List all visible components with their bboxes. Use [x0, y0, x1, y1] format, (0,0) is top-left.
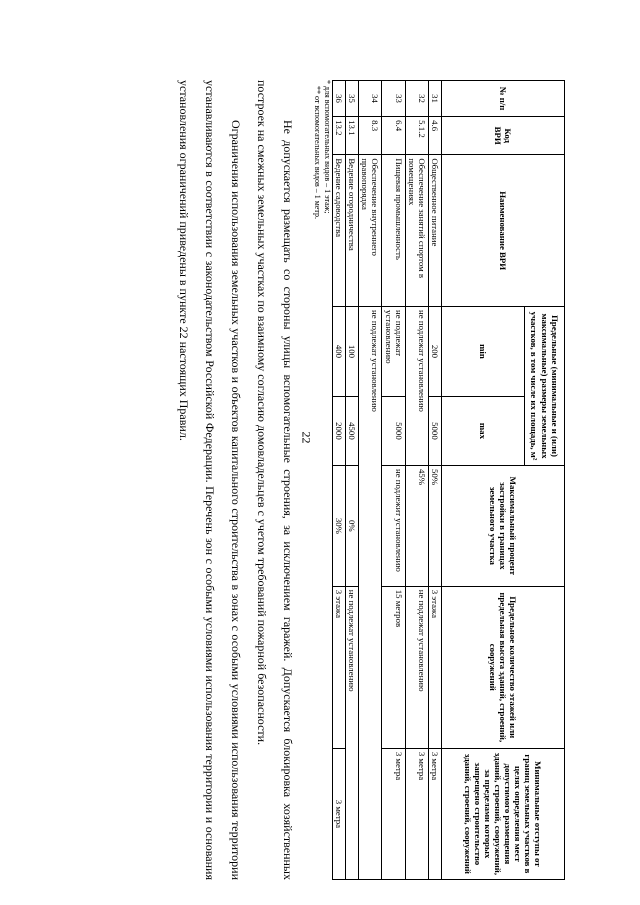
- rotated-page-content: [5, 80, 565, 880]
- cell-setback: 3 метра: [382, 748, 405, 879]
- footnote: ** от вспомогательных видов – 1 метр.: [313, 86, 323, 219]
- cell-min: 400: [333, 307, 346, 397]
- cell-name: Обеспечение внутреннего правопорядка: [359, 155, 382, 307]
- cell-num: 34: [359, 81, 382, 117]
- cell-floors: 15 метров: [382, 586, 405, 748]
- cell-name: Общественное питание: [428, 155, 441, 307]
- cell-code: 8.3: [359, 117, 382, 155]
- cell-num: 31: [428, 81, 441, 117]
- header-coverage: Максимальный процент застройки в границах земельного участка: [442, 466, 565, 587]
- header-area: Предельные (минимальные и (или) максимальные) размеры земельных участков, в том числе их площадь, м²: [525, 307, 565, 466]
- cell-num: 33: [382, 81, 405, 117]
- cell-num: 32: [405, 81, 428, 117]
- header-max: max: [442, 396, 525, 465]
- table-footnotes: [313, 80, 332, 219]
- cell-floors: 3 этажа: [333, 586, 346, 748]
- table-row: [346, 81, 359, 880]
- zoning-parameters-table: [332, 80, 565, 880]
- cell-coverage: 50%: [428, 466, 441, 587]
- cell-max: 5000: [428, 396, 441, 465]
- cell-name: Пищевая промышленность: [382, 155, 405, 307]
- header-floors: Предельное количество этажей или предельная высота зданий, строений, сооружений: [442, 586, 565, 748]
- table-row: [428, 81, 441, 880]
- cell-min: не подлежат установлению: [405, 307, 428, 466]
- cell-code: 4.6: [428, 117, 441, 155]
- header-setback: Минимальные отступы от границ земельных участков в целях определения мест допустимого размещения зданий, строений, сооружений, за пределами которых запрещено строительство зданий, строений, сооружений: [442, 748, 565, 879]
- cell-coverage: 30%: [333, 466, 346, 587]
- header-code: Код ВРИ: [442, 117, 565, 155]
- cell-num: 35: [346, 81, 359, 117]
- cell-floors: не подлежат установлению: [405, 586, 428, 748]
- cell-name: Ведение садоводства: [333, 155, 346, 307]
- cell-setback: 3 метра: [405, 748, 428, 879]
- cell-floors: 3 этажа: [428, 586, 441, 748]
- cell-coverage: 0%: [346, 466, 359, 587]
- cell-setback: 3 метра: [428, 748, 441, 879]
- cell-floors: не подлежат установлению: [346, 586, 359, 879]
- footnote: * для вспомогательных видов – 1 этаж;: [323, 80, 332, 214]
- paragraph-restrictions: Ограничения использования земельных участков и объектов капитального строительства в зонах с особыми условиями использования территории устанавливаются в соответствии с законодательством Российской Федерации. Перечень зон с особыми условиями использования территории и основания установления ограничений приведены в пункте 22 настоящих Правил.: [177, 80, 243, 880]
- page-number: 22: [299, 431, 314, 444]
- cell-name: Обеспечение занятий спортом в помещениях: [405, 155, 428, 307]
- cell-coverage: не подлежит установлению: [382, 466, 405, 587]
- header-num: № п/п: [442, 81, 565, 117]
- cell-code: 5.1.2: [405, 117, 428, 155]
- table-row: [382, 81, 405, 880]
- cell-min: 200: [428, 307, 441, 397]
- cell-code: 13.2: [333, 117, 346, 155]
- cell-name: Ведение огородничества: [346, 155, 359, 307]
- cell-coverage: 45%: [405, 466, 428, 587]
- cell-max: 2000: [333, 396, 346, 465]
- cell-max: 5000: [382, 396, 405, 465]
- cell-min: 100: [346, 307, 359, 397]
- cell-max: 4500: [346, 396, 359, 465]
- table-row: [405, 81, 428, 880]
- cell-min: не подлежат установлению: [359, 307, 382, 880]
- cell-code: 6.4: [382, 117, 405, 155]
- table-row: [333, 81, 346, 880]
- paragraph-accessory-buildings: Не допускается размещать со стороны улицы вспомогательные строения, за исключением гаражей. Допускается блокировка хозяйственных построек на смежных земельных участках по взаимному согласию домовладельцев с учетом требований пожарной безопасности.: [255, 80, 295, 880]
- table-row: [359, 81, 382, 880]
- cell-setback: 3 метра: [333, 748, 346, 879]
- cell-code: 13.1: [346, 117, 359, 155]
- header-name: Наименование ВРИ: [442, 155, 565, 307]
- cell-min: не подлежат установлению: [382, 307, 405, 397]
- header-min: min: [442, 307, 525, 397]
- cell-num: 36: [333, 81, 346, 117]
